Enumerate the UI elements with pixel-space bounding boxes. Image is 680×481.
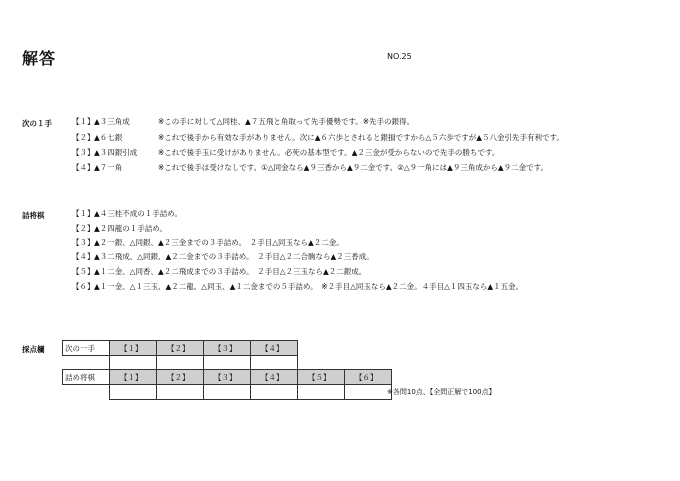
problem-number: NO.25 <box>387 52 412 61</box>
score-blank <box>63 385 110 400</box>
score-cell[interactable] <box>345 385 392 400</box>
next-move-item: 【４】▲７一角 ※これで後手は受けなしです。①△同金なら▲９三香から▲９二金です。②△９一角には▲９三角成から▲９二金です。 <box>72 163 549 172</box>
next-move-section-label: 次の１手 <box>22 119 52 128</box>
tsume-item: 【６】▲１一金、△１三玉、▲２二龍、△同玉、▲１二金までの５手詰め。 ※２手目△同玉なら▲２二金。４手目△１四玉なら▲１五金。 <box>72 282 524 291</box>
score-header: 【１】 <box>110 370 157 385</box>
scoring-note: ※各問10点、【全問正解で100点】 <box>387 388 496 396</box>
tsume-item: 【２】▲２四龍の１手詰め。 <box>72 224 167 233</box>
tsume-score-table <box>62 369 392 400</box>
score-header: 【３】 <box>204 341 251 356</box>
score-cell[interactable] <box>204 385 251 400</box>
page-title: 解答 <box>22 49 57 68</box>
next-move-item: 【１】▲３三角成 ※この手に対して△同桂、▲７五飛と角取って先手優勢です。※先手の銀得。 <box>72 117 415 126</box>
score-header: 【３】 <box>204 370 251 385</box>
score-cell[interactable] <box>157 385 204 400</box>
next-move-score-table <box>62 340 298 371</box>
score-header: 【４】 <box>251 341 298 356</box>
tsume-item: 【１】▲４三桂不成の１手詰め。 <box>72 209 182 218</box>
score-header: 【５】 <box>298 370 345 385</box>
score-header: 【６】 <box>345 370 392 385</box>
next-move-item: 【３】▲３四銀引成 ※これで後手玉に受けがありません。必死の基本型です。▲２三金が受からないので先手の勝ちです。 <box>72 148 500 157</box>
score-header: 【２】 <box>157 370 204 385</box>
score-header: 【２】 <box>157 341 204 356</box>
score-header: 【４】 <box>251 370 298 385</box>
tsume-item: 【５】▲１二金、△同香、▲２二飛成までの３手詰め。 ２手目△２三玉なら▲２二銀成。 <box>72 267 367 276</box>
scoring-section-label: 採点欄 <box>22 345 45 354</box>
next-move-item: 【２】▲６七銀 ※これで後手から有効な手がありません。次に▲６六歩とされると銀損ですから△５六歩ですが▲５八金引先手有利です。 <box>72 133 564 142</box>
score-cell[interactable] <box>110 385 157 400</box>
score-row-label: 詰め将棋 <box>63 370 110 385</box>
score-row-label: 次の一手 <box>63 341 110 356</box>
score-cell[interactable] <box>251 385 298 400</box>
score-header: 【１】 <box>110 341 157 356</box>
tsume-item: 【３】▲２一銀、△同銀、▲２三金までの３手詰め。 ２手目△同玉なら▲２二金。 <box>72 238 344 247</box>
tsume-item: 【４】▲３二飛成、△同銀、▲２二金までの３手詰め。 ２手目△２二合駒なら▲２三香成。 <box>72 252 374 261</box>
score-cell[interactable] <box>298 385 345 400</box>
tsume-section-label: 詰将棋 <box>22 211 45 220</box>
